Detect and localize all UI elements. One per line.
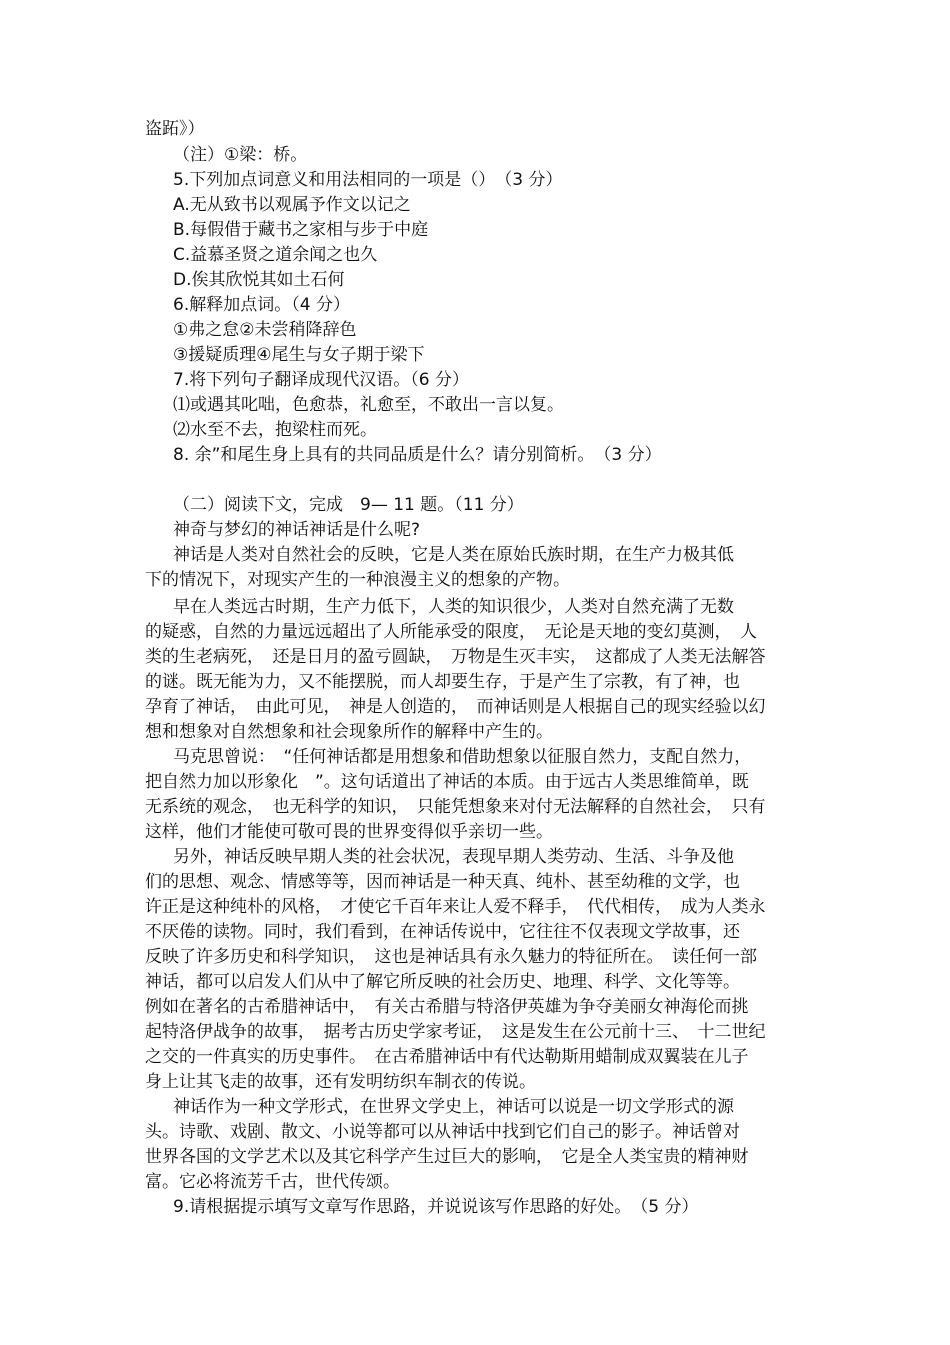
- question-6: 6.解释加点词。（4 分）: [173, 295, 350, 315]
- paragraph-line: 另外，神话反映早期人类的社会状况，表现早期人类劳动、生活、斗争及他: [173, 847, 734, 867]
- paragraph-line: 身上让其飞走的故事，还有发明纺织车制衣的传说。: [145, 1072, 536, 1092]
- note-line: （注）①梁：桥。: [173, 145, 308, 165]
- question-9: 9.请根据提示填写文章写作思路，并说说该写作思路的好处。 （5 分）: [173, 1197, 699, 1217]
- paragraph-line: 马克思曾说： “任何神话都是用想象和借助想象以征服自然力，支配自然力，: [173, 747, 752, 767]
- paragraph-line: 反映了许多历史和科学知识， 这也是神话具有永久魅力的特征所在。 读任何一部: [145, 947, 757, 967]
- paragraph-line: 们的思想、观念、情感等等，因而神话是一种天真、纯朴、甚至幼稚的文学，也: [145, 872, 740, 892]
- question-7: 7.将下列句子翻译成现代汉语。（6 分）: [173, 370, 469, 390]
- paragraph-line: 的疑惑，自然的力量远远超出了人所能承受的限度， 无论是天地的变幻莫测， 人: [145, 622, 757, 642]
- option-c: C.益慕圣贤之道余闻之也久: [173, 245, 378, 265]
- question-8: 8. 余”和尾生身上具有的共同品质是什么？请分别简析。 （3 分）: [173, 445, 662, 465]
- paragraph-line: 无系统的观念， 也无科学的知识， 只能凭想象来对付无法解释的自然社会， 只有: [145, 797, 766, 817]
- option-d: D.俟其欣悦其如土石何: [173, 270, 345, 290]
- paragraph-line: 头。诗歌、戏剧、散文、小说等都可以从神话中找到它们自己的影子。神话曾对: [145, 1122, 740, 1142]
- section-heading: （二）阅读下文，完成 9— 11 题。（11 分）: [173, 495, 524, 515]
- paragraph-line: 想和想象对自然想象和社会现象所作的解释中产生的。: [145, 722, 553, 742]
- paragraph-line: 例如在著名的古希腊神话中， 有关古希腊与特洛伊英雄为争夺美丽女神海伦而挑: [145, 997, 749, 1017]
- question-6-items: ①弗之怠②未尝稍降辞色: [173, 320, 357, 340]
- question-7-item: ⑵水至不去，抱梁柱而死。: [173, 420, 377, 440]
- question-6-items: ③援疑质理④尾生与女子期于梁下: [173, 345, 425, 365]
- paragraph-line: 孕育了神话， 由此可见， 神是人创造的， 而神话则是人根据自己的现实经验以幻: [145, 697, 766, 717]
- paragraph-line: 这样，他们才能使可敬可畏的世界变得似乎亲切一些。: [145, 822, 553, 842]
- paragraph-line: 神话，都可以启发人们从中了解它所反映的社会历史、地理、科学、文化等等。: [145, 972, 740, 992]
- question-5: 5.下列加点词意义和用法相同的一项是（） （3 分）: [173, 170, 563, 190]
- paragraph-line: 类的生老病死， 还是日月的盈亏圆缺， 万物是生灭丰实， 这都成了人类无法解答: [145, 647, 766, 667]
- paragraph-line: 富。它必将流芳千古，世代传颂。: [145, 1172, 400, 1192]
- paragraph-line: 把自然力加以形象化 ”。这句话道出了神话的本质。由于远古人类思维简单，既: [145, 772, 749, 792]
- text-line: 盗跖》）: [145, 119, 205, 139]
- paragraph-line: 之交的一件真实的历史事件。 在古希腊神话中有代达勒斯用蜡制成双翼装在儿子: [145, 1047, 749, 1067]
- paragraph-line: 下的情况下，对现实产生的一种浪漫主义的想象的产物。: [145, 570, 570, 590]
- paragraph-line: 不厌倦的读物。同时，我们看到，在神话传说中，它往往不仅表现文学故事，还: [145, 922, 740, 942]
- paragraph-line: 的谜。既无能为力，又不能摆脱，而人却要生存，于是产生了宗教，有了神，也: [145, 672, 740, 692]
- paragraph-line: 世界各国的文学艺术以及其它科学产生过巨大的影响， 它是全人类宝贵的精神财: [145, 1147, 749, 1167]
- option-a: A.无从致书以观属予作文以记之: [173, 195, 411, 215]
- paragraph-line: 起特洛伊战争的故事， 据考古历史学家考证， 这是发生在公元前十三、 十二世纪: [145, 1022, 766, 1042]
- paragraph-line: 神话作为一种文学形式，在世界文学史上，神话可以说是一切文学形式的源: [173, 1097, 734, 1117]
- article-title: 神奇与梦幻的神话神话是什么呢?: [173, 520, 421, 540]
- question-7-item: ⑴或遇其叱咄，色愈恭，礼愈至，不敢出一言以复。: [173, 395, 564, 415]
- paragraph-line: 许正是这种纯朴的风格， 才使它千百年来让人爱不释手， 代代相传， 成为人类永: [145, 897, 766, 917]
- option-b: B.每假借于藏书之家相与步于中庭: [173, 220, 429, 240]
- paragraph-line: 早在人类远古时期，生产力低下，人类的知识很少，人类对自然充满了无数: [173, 597, 734, 617]
- paragraph-line: 神话是人类对自然社会的反映，它是人类在原始氏族时期，在生产力极其低: [173, 545, 734, 565]
